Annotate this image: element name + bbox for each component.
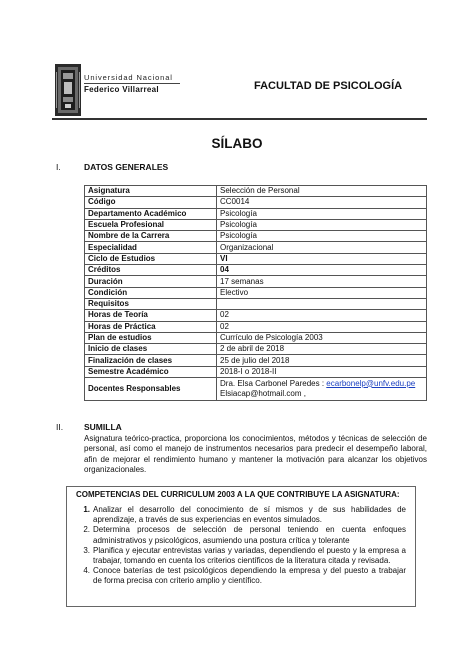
table-cell-value: 2 de abril de 2018 bbox=[217, 344, 427, 355]
table-cell-label: Nombre de la Carrera bbox=[85, 231, 217, 242]
university-name-divider bbox=[84, 83, 180, 84]
table-cell-label: Créditos bbox=[85, 265, 217, 276]
competencies-list bbox=[76, 505, 406, 587]
section-2-number: II. bbox=[56, 422, 64, 432]
general-data-table bbox=[84, 185, 427, 401]
competency-text: Planifica y ejecutar entrevistas varias y variadas, dependiendo el puesto y la empresa a trabajar, tomando en cuenta los criterios científicos de la literatura citada y revisada. bbox=[93, 545, 406, 566]
table-row bbox=[85, 219, 427, 230]
section-1-title: DATOS GENERALES bbox=[84, 162, 169, 172]
table-row bbox=[85, 366, 427, 377]
competencies-title: COMPETENCIAS DEL CURRICULUM 2003 A LA QUE CONTRIBUYE LA ASIGNATURA: bbox=[76, 490, 400, 499]
table-row bbox=[85, 231, 427, 242]
table-cell-label: Duración bbox=[85, 276, 217, 287]
table-row bbox=[85, 310, 427, 321]
table-cell-value: CC0014 bbox=[217, 197, 427, 208]
table-row-docentes bbox=[85, 378, 427, 401]
table-cell-value bbox=[217, 378, 427, 401]
table-cell-label: Ciclo de Estudios bbox=[85, 253, 217, 264]
competency-item bbox=[76, 546, 406, 566]
table-row bbox=[85, 298, 427, 309]
table-cell-value: 25 de julio del 2018 bbox=[217, 355, 427, 366]
table-row bbox=[85, 186, 427, 197]
table-row bbox=[85, 253, 427, 264]
table-cell-value: Organizacional bbox=[217, 242, 427, 253]
competency-text: Conoce baterías de test psicológicos dependiendo la empresa y del puesto a trabajar de forma precisa con criterio amplio y científico. bbox=[93, 566, 406, 586]
table-cell-value: Electivo bbox=[217, 287, 427, 298]
table-row bbox=[85, 265, 427, 276]
sumilla-paragraph: Asignatura teórico-practica, proporciona los conocimientos, métodos y técnicas de selección de personal, así como el manejo de instrumentos necesarios para predecir el desempeño laboral, afin de mejorar el rendimiento humano y mantener la motivación para alcanzar los objetivos organizacionales. bbox=[84, 434, 427, 474]
table-cell-value: 17 semanas bbox=[217, 276, 427, 287]
competency-number: 2. bbox=[83, 525, 90, 535]
table-row bbox=[85, 197, 427, 208]
table-cell-value: Psicología bbox=[217, 231, 427, 242]
table-cell-value: 04 bbox=[217, 265, 427, 276]
competency-text: Analizar el desarrollo del conocimiento de sí mismos y de sus habilidades de aprendizaje, a través de sus experiencias en eventos simulados. bbox=[93, 505, 406, 525]
table-cell-label: Código bbox=[85, 197, 217, 208]
table-cell-value: 02 bbox=[217, 310, 427, 321]
table-cell-label: Finalización de clases bbox=[85, 355, 217, 366]
table-row bbox=[85, 355, 427, 366]
docente-email-link[interactable]: ecarbonelp@unfv.edu.pe bbox=[326, 378, 416, 388]
table-cell-value bbox=[217, 298, 427, 309]
docente-name: Dra. Elsa Carbonel Paredes : bbox=[220, 378, 325, 388]
university-name-line1: Universidad Nacional bbox=[84, 73, 173, 82]
table-cell-label: Especialidad bbox=[85, 242, 217, 253]
table-cell-label: Escuela Profesional bbox=[85, 219, 217, 230]
table-cell-label: Plan de estudios bbox=[85, 332, 217, 343]
table-cell-label: Asignatura bbox=[85, 186, 217, 197]
table-cell-label: Requisitos bbox=[85, 298, 217, 309]
table-cell-label: Condición bbox=[85, 287, 217, 298]
faculty-title: FACULTAD DE PSICOLOGÍA bbox=[254, 80, 403, 92]
table-row bbox=[85, 208, 427, 219]
table-cell-label: Horas de Teoría bbox=[85, 310, 217, 321]
table-cell-value: Currículo de Psicología 2003 bbox=[217, 332, 427, 343]
table-row bbox=[85, 344, 427, 355]
competency-item bbox=[76, 566, 406, 586]
table-row bbox=[85, 276, 427, 287]
university-name-line2: Federico Villarreal bbox=[84, 85, 159, 94]
competency-number: 1. bbox=[83, 505, 90, 514]
university-name bbox=[84, 73, 180, 95]
table-row bbox=[85, 332, 427, 343]
university-logo bbox=[55, 64, 81, 116]
table-cell-label: Departamento Académico bbox=[85, 208, 217, 219]
competency-number: 4. bbox=[83, 566, 90, 576]
section-1-number: I. bbox=[56, 162, 61, 172]
competency-number: 3. bbox=[83, 545, 90, 555]
table-cell-value: Psicología bbox=[217, 219, 427, 230]
table-cell-value: 02 bbox=[217, 321, 427, 332]
table-cell-value: Selección de Personal bbox=[217, 186, 427, 197]
table-row bbox=[85, 242, 427, 253]
table-cell-label: Horas de Práctica bbox=[85, 321, 217, 332]
document-title: SÍLABO bbox=[211, 136, 263, 151]
competency-text: Determina procesos de selección de personal teniendo en cuenta enfoques administrativos y psicológicos, asumiendo una postura crítica y tolerante bbox=[93, 525, 406, 545]
table-cell-label: Inicio de clases bbox=[85, 344, 217, 355]
header-divider bbox=[52, 118, 427, 120]
table-cell-value: Psicología bbox=[217, 208, 427, 219]
table-cell-label: Docentes Responsables bbox=[85, 378, 217, 401]
table-row bbox=[85, 287, 427, 298]
table-cell-label: Semestre Académico bbox=[85, 366, 217, 377]
competency-item bbox=[76, 525, 406, 545]
competency-item bbox=[76, 505, 406, 525]
table-cell-value: 2018-I o 2018-II bbox=[217, 366, 427, 377]
section-2-title: SUMILLA bbox=[84, 422, 122, 432]
docente-email-secondary: Elsiacap@hotmail.com , bbox=[220, 389, 306, 399]
table-cell-value: VI bbox=[217, 253, 427, 264]
table-row bbox=[85, 321, 427, 332]
